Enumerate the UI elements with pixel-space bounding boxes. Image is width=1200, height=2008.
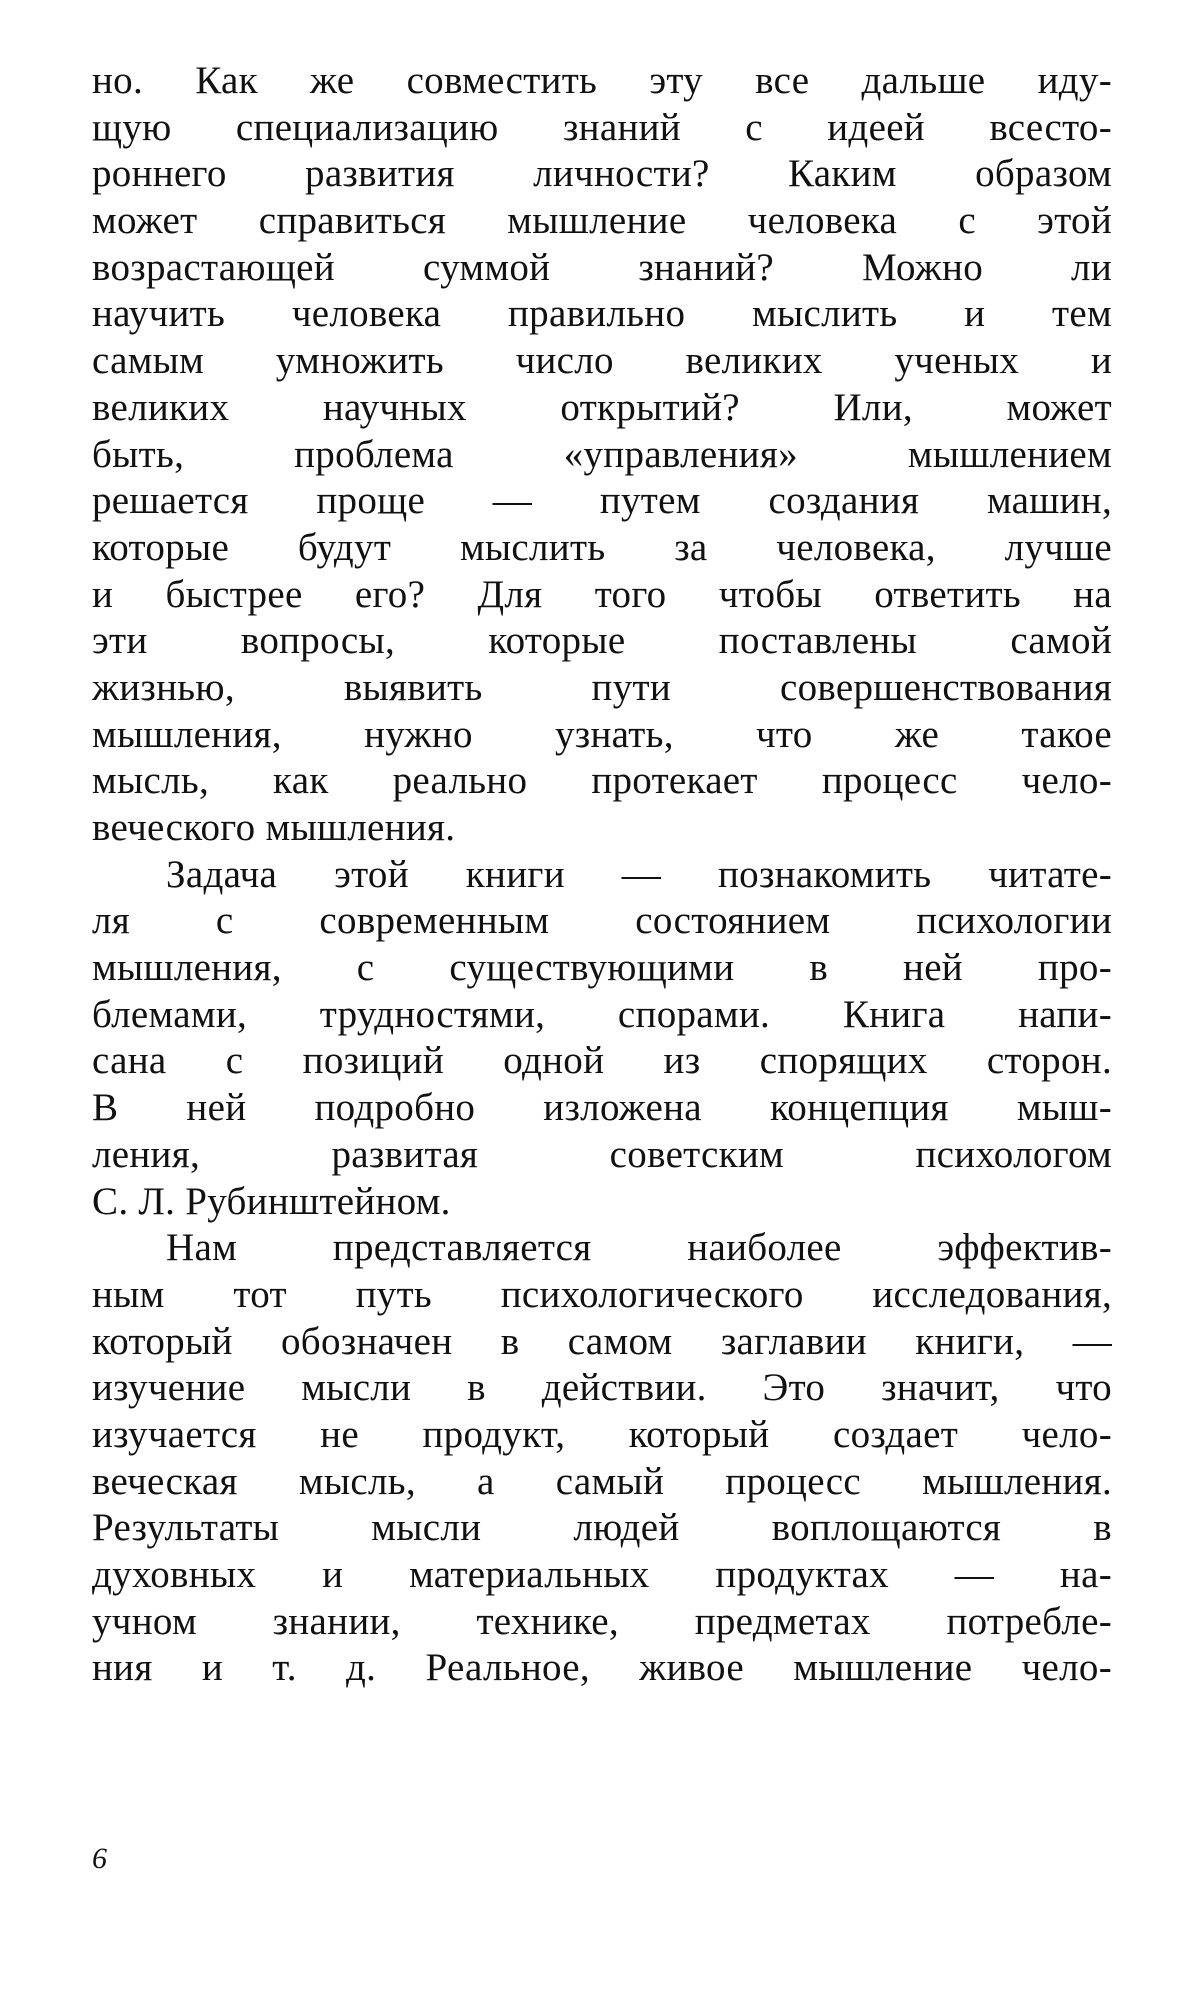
text-line: роннего развития личности? Каким образом bbox=[92, 152, 1112, 196]
text-line: ния и т. д. Реальное, живое мышление чело- bbox=[92, 1646, 1112, 1690]
page-number: 6 bbox=[92, 1842, 107, 1875]
text-line: блемами, трудностями, спорами. Книга напи- bbox=[92, 992, 1112, 1036]
text-line: Результаты мысли людей воплощаются в bbox=[92, 1506, 1112, 1550]
text-line: духовных и материальных продуктах — на- bbox=[92, 1553, 1112, 1596]
text-line: Нам представляется наиболее эффектив- bbox=[166, 1226, 1112, 1270]
text-line: может справиться мышление человека с этой bbox=[92, 199, 1112, 243]
text-line: изучается не продукт, который создает чело- bbox=[92, 1412, 1112, 1456]
paragraph-2 bbox=[92, 852, 1112, 1226]
text-line: мысль, как реально протекает процесс чело- bbox=[92, 759, 1112, 803]
text-line: но. Как же совместить эту все дальше иду- bbox=[92, 59, 1112, 102]
text-line: ля с современным состоянием психологии bbox=[92, 899, 1112, 943]
text-line: научить человека правильно мыслить и тем bbox=[92, 292, 1112, 336]
text-line: изучение мысли в действии. Это значит, что bbox=[92, 1366, 1112, 1410]
text-line: мышления, нужно узнать, что же такое bbox=[92, 712, 1112, 756]
text-line: возрастающей суммой знаний? Можно ли bbox=[92, 245, 1112, 289]
text-line: самым умножить число великих ученых и bbox=[92, 339, 1112, 383]
text-line: великих научных открытий? Или, может bbox=[92, 385, 1112, 429]
text-line: и быстрее его? Для того чтобы ответить на bbox=[92, 572, 1112, 616]
text-line: ления, развитая советским психологом bbox=[92, 1132, 1112, 1176]
text-line: эти вопросы, которые поставлены самой bbox=[92, 619, 1112, 663]
text-line: щую специализацию знаний с идеей всесто- bbox=[92, 105, 1112, 149]
text-line: веческая мысль, а самый процесс мышления. bbox=[92, 1459, 1112, 1503]
paragraph-1 bbox=[92, 58, 1112, 852]
body-text bbox=[92, 58, 1112, 1692]
text-line: В ней подробно изложена концепция мыш- bbox=[92, 1086, 1112, 1130]
text-line: жизнью, выявить пути совершенствования bbox=[92, 665, 1112, 709]
text-line: веческого мышления. bbox=[92, 806, 456, 849]
text-line: быть, проблема «управления» мышлением bbox=[92, 432, 1112, 476]
text-line: мышления, с существующими в ней про- bbox=[92, 946, 1112, 990]
text-line: ным тот путь психологического исследования, bbox=[92, 1272, 1112, 1316]
paragraph-3 bbox=[92, 1225, 1112, 1692]
text-line: решается проще — путем создания машин, bbox=[92, 479, 1112, 523]
text-line: С. Л. Рубинштейном. bbox=[92, 1179, 451, 1223]
text-line: учном знании, технике, предметах потребле- bbox=[92, 1599, 1112, 1643]
text-line: которые будут мыслить за человека, лучше bbox=[92, 525, 1112, 569]
text-line: который обозначен в самом заглавии книги, — bbox=[92, 1319, 1112, 1363]
text-line: Задача этой книги — познакомить читате- bbox=[166, 852, 1112, 896]
text-line: сана с позиций одной из спорящих сторон. bbox=[92, 1039, 1112, 1083]
